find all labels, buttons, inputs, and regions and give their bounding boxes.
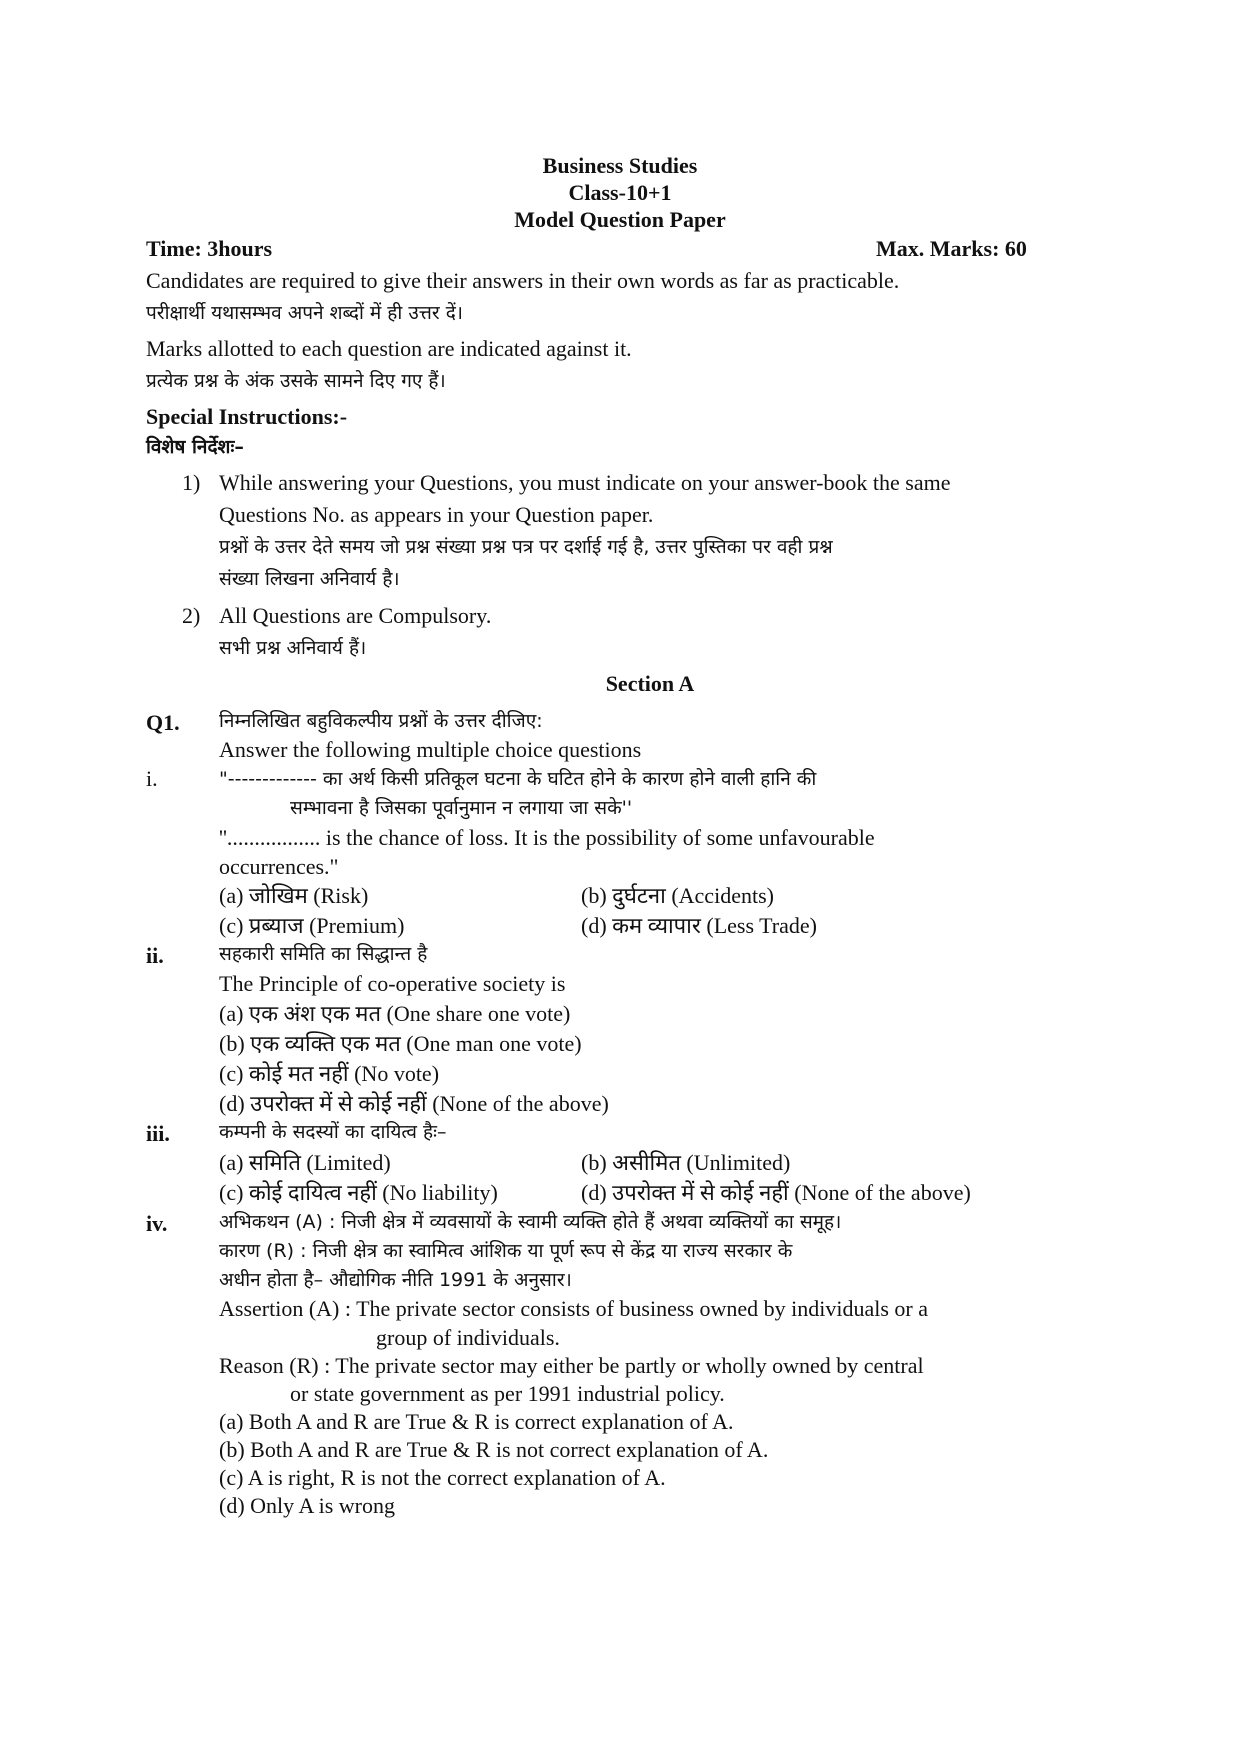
option: (b) असीमित (Unlimited) bbox=[581, 1150, 791, 1175]
option: (a) एक अंश एक मत (One share one vote) bbox=[219, 1001, 571, 1026]
time-label: Time: 3hours bbox=[146, 236, 273, 261]
instruction-line-en: Candidates are required to give their answers in their own words as far as practicable. bbox=[146, 268, 900, 293]
instruction-1-hi-line2: संख्या लिखना अनिवार्य है। bbox=[219, 568, 400, 590]
instruction-line-hi: परीक्षार्थी यथासम्भव अपने शब्दों में ही उत्तर दें। bbox=[146, 302, 463, 324]
special-instructions-heading: Special Instructions:- bbox=[146, 404, 348, 429]
question-i-hi-line2: सम्भावना है जिसका पूर्वानुमान न लगाया जा सके'' bbox=[290, 797, 633, 819]
option: (a) Both A and R are True & R is correct explanation of A. bbox=[219, 1409, 734, 1434]
question-i-hi-line1: "------------- का अर्थ किसी प्रतिकूल घटना के घटित होने के कारण होने वाली हानि की bbox=[219, 768, 817, 790]
instruction-1-hi-line1: प्रश्नों के उत्तर देते समय जो प्रश्न संख्या प्रश्न पत्र पर दर्शाई गई है, उत्तर पुस्तिका पर वही प्रश्न bbox=[219, 536, 833, 558]
question-iv-hi-line1: अभिकथन (A) : निजी क्षेत्र में व्यवसायों के स्वामी व्यक्ति होते हैं अथवा व्यक्तियों का समूह। bbox=[219, 1211, 842, 1233]
instruction-number: 1) bbox=[182, 470, 201, 495]
option: (c) प्रब्याज (Premium) bbox=[219, 913, 405, 938]
q1-prompt-en: Answer the following multiple choice questions bbox=[219, 737, 642, 762]
instruction-1-en-line2: Questions No. as appears in your Question paper. bbox=[219, 502, 654, 527]
option: (d) उपरोक्त में से कोई नहीं (None of the above) bbox=[581, 1180, 971, 1205]
option: (d) Only A is wrong bbox=[219, 1493, 395, 1518]
marks-instruction-hi: प्रत्येक प्रश्न के अंक उसके सामने दिए गए हैं। bbox=[146, 370, 446, 392]
max-marks-label: Max. Marks: 60 bbox=[876, 236, 1027, 261]
marks-instruction-en: Marks allotted to each question are indicated against it. bbox=[146, 336, 632, 361]
question-number: iv. bbox=[146, 1211, 168, 1236]
special-instructions-heading-hi: विशेष निर्देशः– bbox=[146, 436, 244, 458]
question-iii-hi: कम्पनी के सदस्यों का दायित्व हैः– bbox=[219, 1121, 447, 1143]
option: (a) समिति (Limited) bbox=[219, 1150, 391, 1175]
section-title: Section A bbox=[605, 671, 695, 696]
question-iv-hi-line3: अधीन होता है– औद्योगिक नीति 1991 के अनुसार। bbox=[219, 1269, 572, 1291]
reason-line1: Reason (R) : The private sector may either be partly or wholly owned by central bbox=[219, 1353, 924, 1378]
question-ii-en: The Principle of co-operative society is bbox=[219, 971, 566, 996]
option: (d) उपरोक्त में से कोई नहीं (None of the above) bbox=[219, 1091, 609, 1116]
option: (c) कोई दायित्व नहीं (No liability) bbox=[219, 1180, 498, 1205]
q1-prompt-hi: निम्नलिखित बहुविकल्पीय प्रश्नों के उत्तर दीजिए: bbox=[219, 710, 543, 732]
paper-type-title: Model Question Paper bbox=[514, 207, 726, 232]
instruction-1-en-line1: While answering your Questions, you must indicate on your answer-book the same bbox=[219, 470, 951, 495]
option: (b) Both A and R are True & R is not correct explanation of A. bbox=[219, 1437, 769, 1462]
question-number: i. bbox=[146, 766, 158, 791]
question-label: Q1. bbox=[146, 710, 180, 735]
question-i-en-line1: ''................. is the chance of loss. It is the possibility of some unfavourable bbox=[219, 825, 875, 850]
option: (a) जोखिम (Risk) bbox=[219, 883, 369, 908]
assertion-line1: Assertion (A) : The private sector consists of business owned by individuals or a bbox=[219, 1296, 928, 1321]
question-number: ii. bbox=[146, 943, 164, 968]
class-title: Class-10+1 bbox=[568, 180, 672, 205]
instruction-2-en: All Questions are Compulsory. bbox=[219, 603, 492, 628]
subject-title: Business Studies bbox=[542, 153, 698, 178]
instruction-number: 2) bbox=[182, 603, 201, 628]
question-number: iii. bbox=[146, 1121, 170, 1146]
question-iv-hi-line2: कारण (R) : निजी क्षेत्र का स्वामित्व आंशिक या पूर्ण रूप से केंद्र या राज्य सरकार के bbox=[219, 1240, 793, 1262]
instruction-2-hi: सभी प्रश्न अनिवार्य हैं। bbox=[219, 637, 367, 659]
question-ii-hi: सहकारी समिति का सिद्धान्त है bbox=[219, 943, 428, 965]
option: (d) कम व्यापार (Less Trade) bbox=[581, 913, 817, 938]
option: (c) कोई मत नहीं (No vote) bbox=[219, 1061, 440, 1086]
reason-line2: or state government as per 1991 industrial policy. bbox=[290, 1381, 725, 1406]
option: (b) दुर्घटना (Accidents) bbox=[581, 883, 774, 908]
assertion-line2: group of individuals. bbox=[376, 1325, 560, 1350]
question-i-en-line2: occurrences." bbox=[219, 854, 339, 879]
option: (b) एक व्यक्ति एक मत (One man one vote) bbox=[219, 1031, 582, 1056]
option: (c) A is right, R is not the correct explanation of A. bbox=[219, 1465, 666, 1490]
